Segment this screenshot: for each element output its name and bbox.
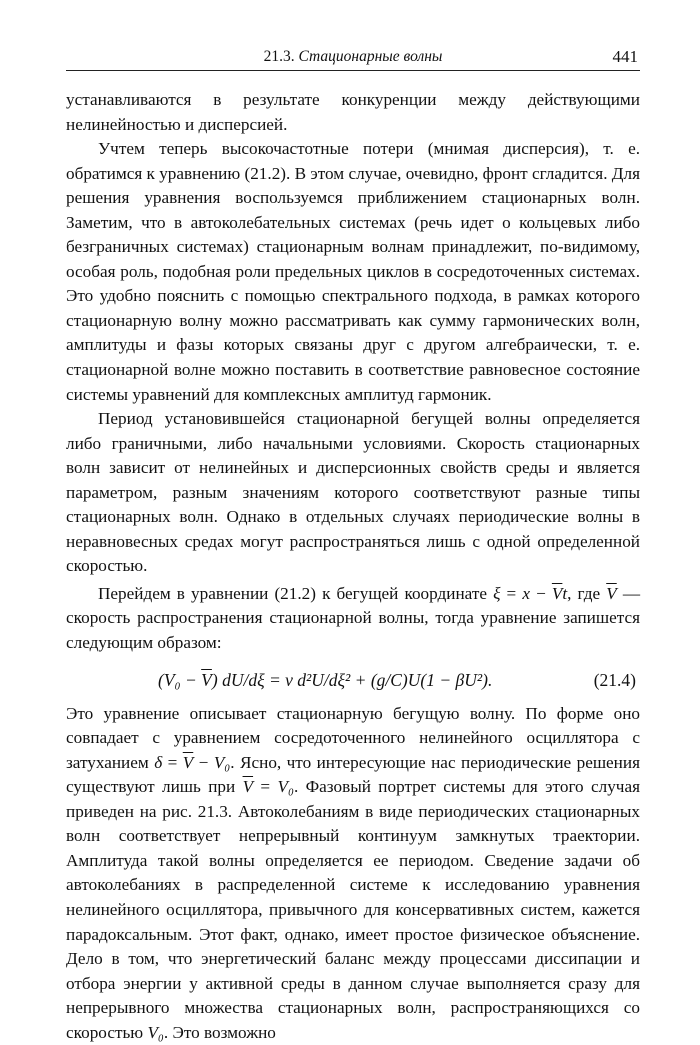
- running-header: [66, 44, 640, 71]
- math-xi: ξ: [493, 583, 501, 603]
- page-number: 441: [612, 47, 638, 66]
- equation-21-4: [66, 660, 640, 700]
- math-v-bar: $\overline{V}$: [551, 583, 563, 603]
- math-v0: V₀: [213, 752, 231, 772]
- section-number: 21.3.: [263, 48, 295, 65]
- paragraph-oscillator: [66, 702, 640, 1045]
- math-v-bar: $\overline{V}$: [606, 583, 617, 603]
- paragraph-high-frequency-losses: Учтем теперь высокочастотные потери (мнимая дисперсия), т. е. обратимся к уравнению (21.2). В этом случае, очевидно, фронт сгладится. Для решения уравнения воспользуемся приближением стационарных волн. Заметим, что в автоколебательных системах (речь идет о кольцевых либо безграничных системах) стационарным волнам принадлежит, по-видимому, особая роль, подобная роли предельных циклов в сосредоточенных системах. Это удобно пояснить с помощью спектрального подхода, в рамках которого стационарную волну можно рассматривать как сумму гармонических волн, амплитуды и фазы которых связаны друг с другом алгебраически, т. е. стационарной волне можно поставить в соответствие равновесное состояние системы уравнений для комплексных амплитуд гармоник.: [66, 139, 640, 404]
- math-v0: V₀: [277, 777, 294, 797]
- text-run: −: [193, 752, 214, 772]
- text-run: . Это возможно: [163, 1022, 276, 1042]
- math-v-bar: $\overline{V}$: [201, 669, 212, 690]
- math-t: t: [562, 583, 568, 603]
- math-x: x: [522, 583, 530, 603]
- text-run: Перейдем в уравнении (21.2) к бегущей координате: [98, 583, 494, 603]
- text-run: =: [162, 752, 183, 772]
- math-v-bar: $\overline{V}$: [242, 777, 254, 797]
- text-run: =: [253, 777, 278, 797]
- text-run: , где: [567, 583, 607, 603]
- body-text: [66, 88, 640, 1045]
- text-run: Это уравнение описывает стационарную бегущую волну. По форме оно совпадает с уравнением сосредоточенного нелинейного осциллятора с затуханием: [66, 703, 640, 772]
- math-v-bar: $\overline{V}$: [182, 752, 194, 772]
- section-title: Стационарные волны: [298, 48, 443, 65]
- text-run: −: [529, 583, 552, 603]
- paragraph-continuation: устанавливаются в результате конкуренции между действующими нелинейностью и дисперсией.: [66, 90, 640, 134]
- text-run: =: [500, 583, 523, 603]
- text-run: . Фазовый портрет системы для этого случая приведен на рис. 21.3. Автоколебаниям в виде периодических стационарных волн соответствует непрерывный континуум замкнутых траектории. Амплитуда такой волны определяется ее периодом. Сведение задачи об автоколебаниях в распределенной системе к исследованию уравнения нелинейного осциллятора, привычного для консервативных систем, кажется парадоксальным. Этот факт, однако, имеет простое физическое объяснение. Дело в том, что энергетический баланс между процессами диссипации и отбора энергии у активной среды в данном случае выполняется сразу для непрерывного множества стационарных волн, распространяющихся со скоростью: [66, 777, 640, 1042]
- equation-number: (21.4): [593, 669, 636, 690]
- equation-formula: $(V_0 - \overline{V})$ dU/dξ = ν d²U/dξ² + (g/C)U(1 − βU²).: [158, 669, 493, 690]
- paragraph-wave-period: Период установившейся стационарной бегущей волны определяется либо граничными, либо начальными условиями. Скорость стационарных волн зависит от нелинейных и дисперсионных свойств среды и является параметром, разным значениям которого соответствуют разные типы стационарных волн. Однако в отдельных случаях периодические волны в неравновесных средах могут распространяться лишь с одной определенной скоростью.: [66, 409, 640, 576]
- math-v0: V₀: [147, 1022, 164, 1042]
- running-title: [66, 48, 640, 66]
- math-delta: δ: [154, 752, 163, 772]
- text-run: — скорость распространения стационарной волны, тогда уравнение запишется следующим образом:: [66, 583, 641, 653]
- paragraph-running-coordinate: [66, 582, 640, 656]
- text-run: . Ясно, что интересующие нас периодические решения существуют лишь при: [66, 752, 640, 797]
